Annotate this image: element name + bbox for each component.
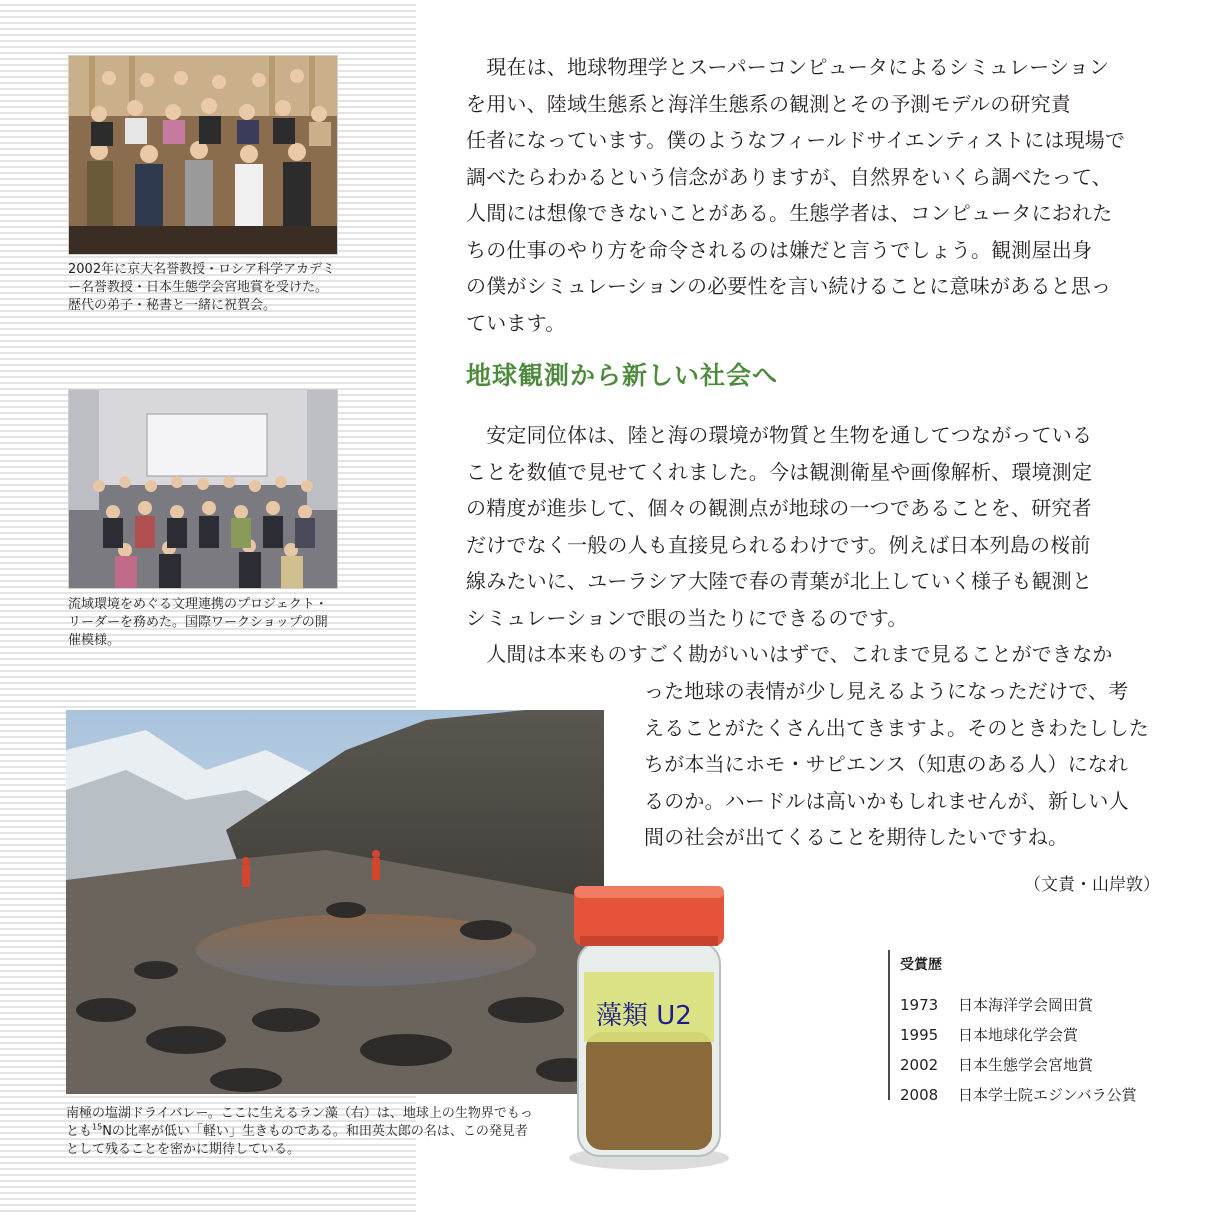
award-row	[900, 1080, 1188, 1110]
workshop-group-photo	[68, 389, 338, 589]
award-row	[900, 1020, 1188, 1050]
award-row	[900, 1050, 1188, 1080]
caption-celebration: 2002年に京大名誉教授・ロシア科学アカデミー名誉教授・日本生態学会宮地賞を受けた。歴代の弟子・秘書と一緒に祝賀会。	[68, 262, 335, 313]
section-heading: 地球観測から新しい社会へ	[466, 361, 779, 390]
article-paragraph-1: 現在は、地球物理学とスーパーコンピュータによるシミュレーション を用い、陸域生態系と海洋生態系の観測とその予測モデルの研究責 任者になっています。僕のようなフィールドサイエンティストには現場で 調べたらわかるという信念がありますが、自然界をいくら調べたって、 人間には想像できないことがある。生態学者は、コンピュータにおれた ちの仕事のやり方を命令されるのは嫌だと言うでしょう。観測屋出身 の僕がシミュレーションの必要性を言い続けることに意味があると思っ ています。	[466, 55, 1126, 335]
award-year: 1995	[900, 1026, 939, 1044]
antarctic-dry-valley-photo	[66, 710, 604, 1094]
cyanobacteria-sample-jar	[566, 872, 732, 1172]
caption-dry-valley: 南極の塩湖ドライバレー。ここに生えるラン藻（右）は、地球上の生物界でもっとも$^{15}$Nの比率が低い「軽い」生きものである。和田英太郎の名は、この発見者として残ることを密かに期待している。	[66, 1106, 533, 1157]
author-credit: （文責・山岸敦）	[1024, 875, 1160, 895]
award-year: 2002	[900, 1056, 939, 1074]
award-name: 日本地球化学会賞	[958, 1026, 1079, 1044]
caption-workshop: 流域環境をめぐる文理連携のプロジェクト・リーダーを務めた。国際ワークショップの開催模様。	[68, 597, 328, 648]
award-row	[900, 990, 1188, 1020]
awards-title: 受賞歴	[900, 957, 942, 973]
article-paragraph-3: った地球の表情が少し見えるようになっただけで、考 えることがたくさん出てきますよ。そのときわたしした ちが本当にホモ・サピエンス（知恵のある人）になれ るのか。ハードルは高いかもしれませんが、新しい人 間の社会が出てくることを期待したいですね。	[644, 679, 1149, 849]
celebration-group-photo	[68, 55, 338, 255]
award-name: 日本海洋学会岡田賞	[958, 996, 1094, 1014]
article-paragraph-2: 安定同位体は、陸と海の環境が物質と生物を通してつながっている ことを数値で見せてくれました。今は観測衛星や画像解析、環境測定 の精度が進歩して、個々の観測点が地球の一つであることを、研究者 だけでなく一般の人も直接見られるわけです。例えば日本列島の桜前 線みたいに、ユーラシア大陸で春の青葉が北上していく様子も観測と シミュレーションで眼の当たりにできるのです。 人間は本来ものすごく勘がいいはずで、これまで見ることができなか	[466, 423, 1113, 666]
jar-label-text: 藻類 U2	[596, 1001, 692, 1031]
awards-list	[888, 950, 1188, 1104]
award-name: 日本学士院エジンバラ公賞	[958, 1086, 1137, 1104]
award-name: 日本生態学会宮地賞	[958, 1056, 1094, 1074]
award-year: 1973	[900, 996, 939, 1014]
award-year: 2008	[900, 1086, 939, 1104]
